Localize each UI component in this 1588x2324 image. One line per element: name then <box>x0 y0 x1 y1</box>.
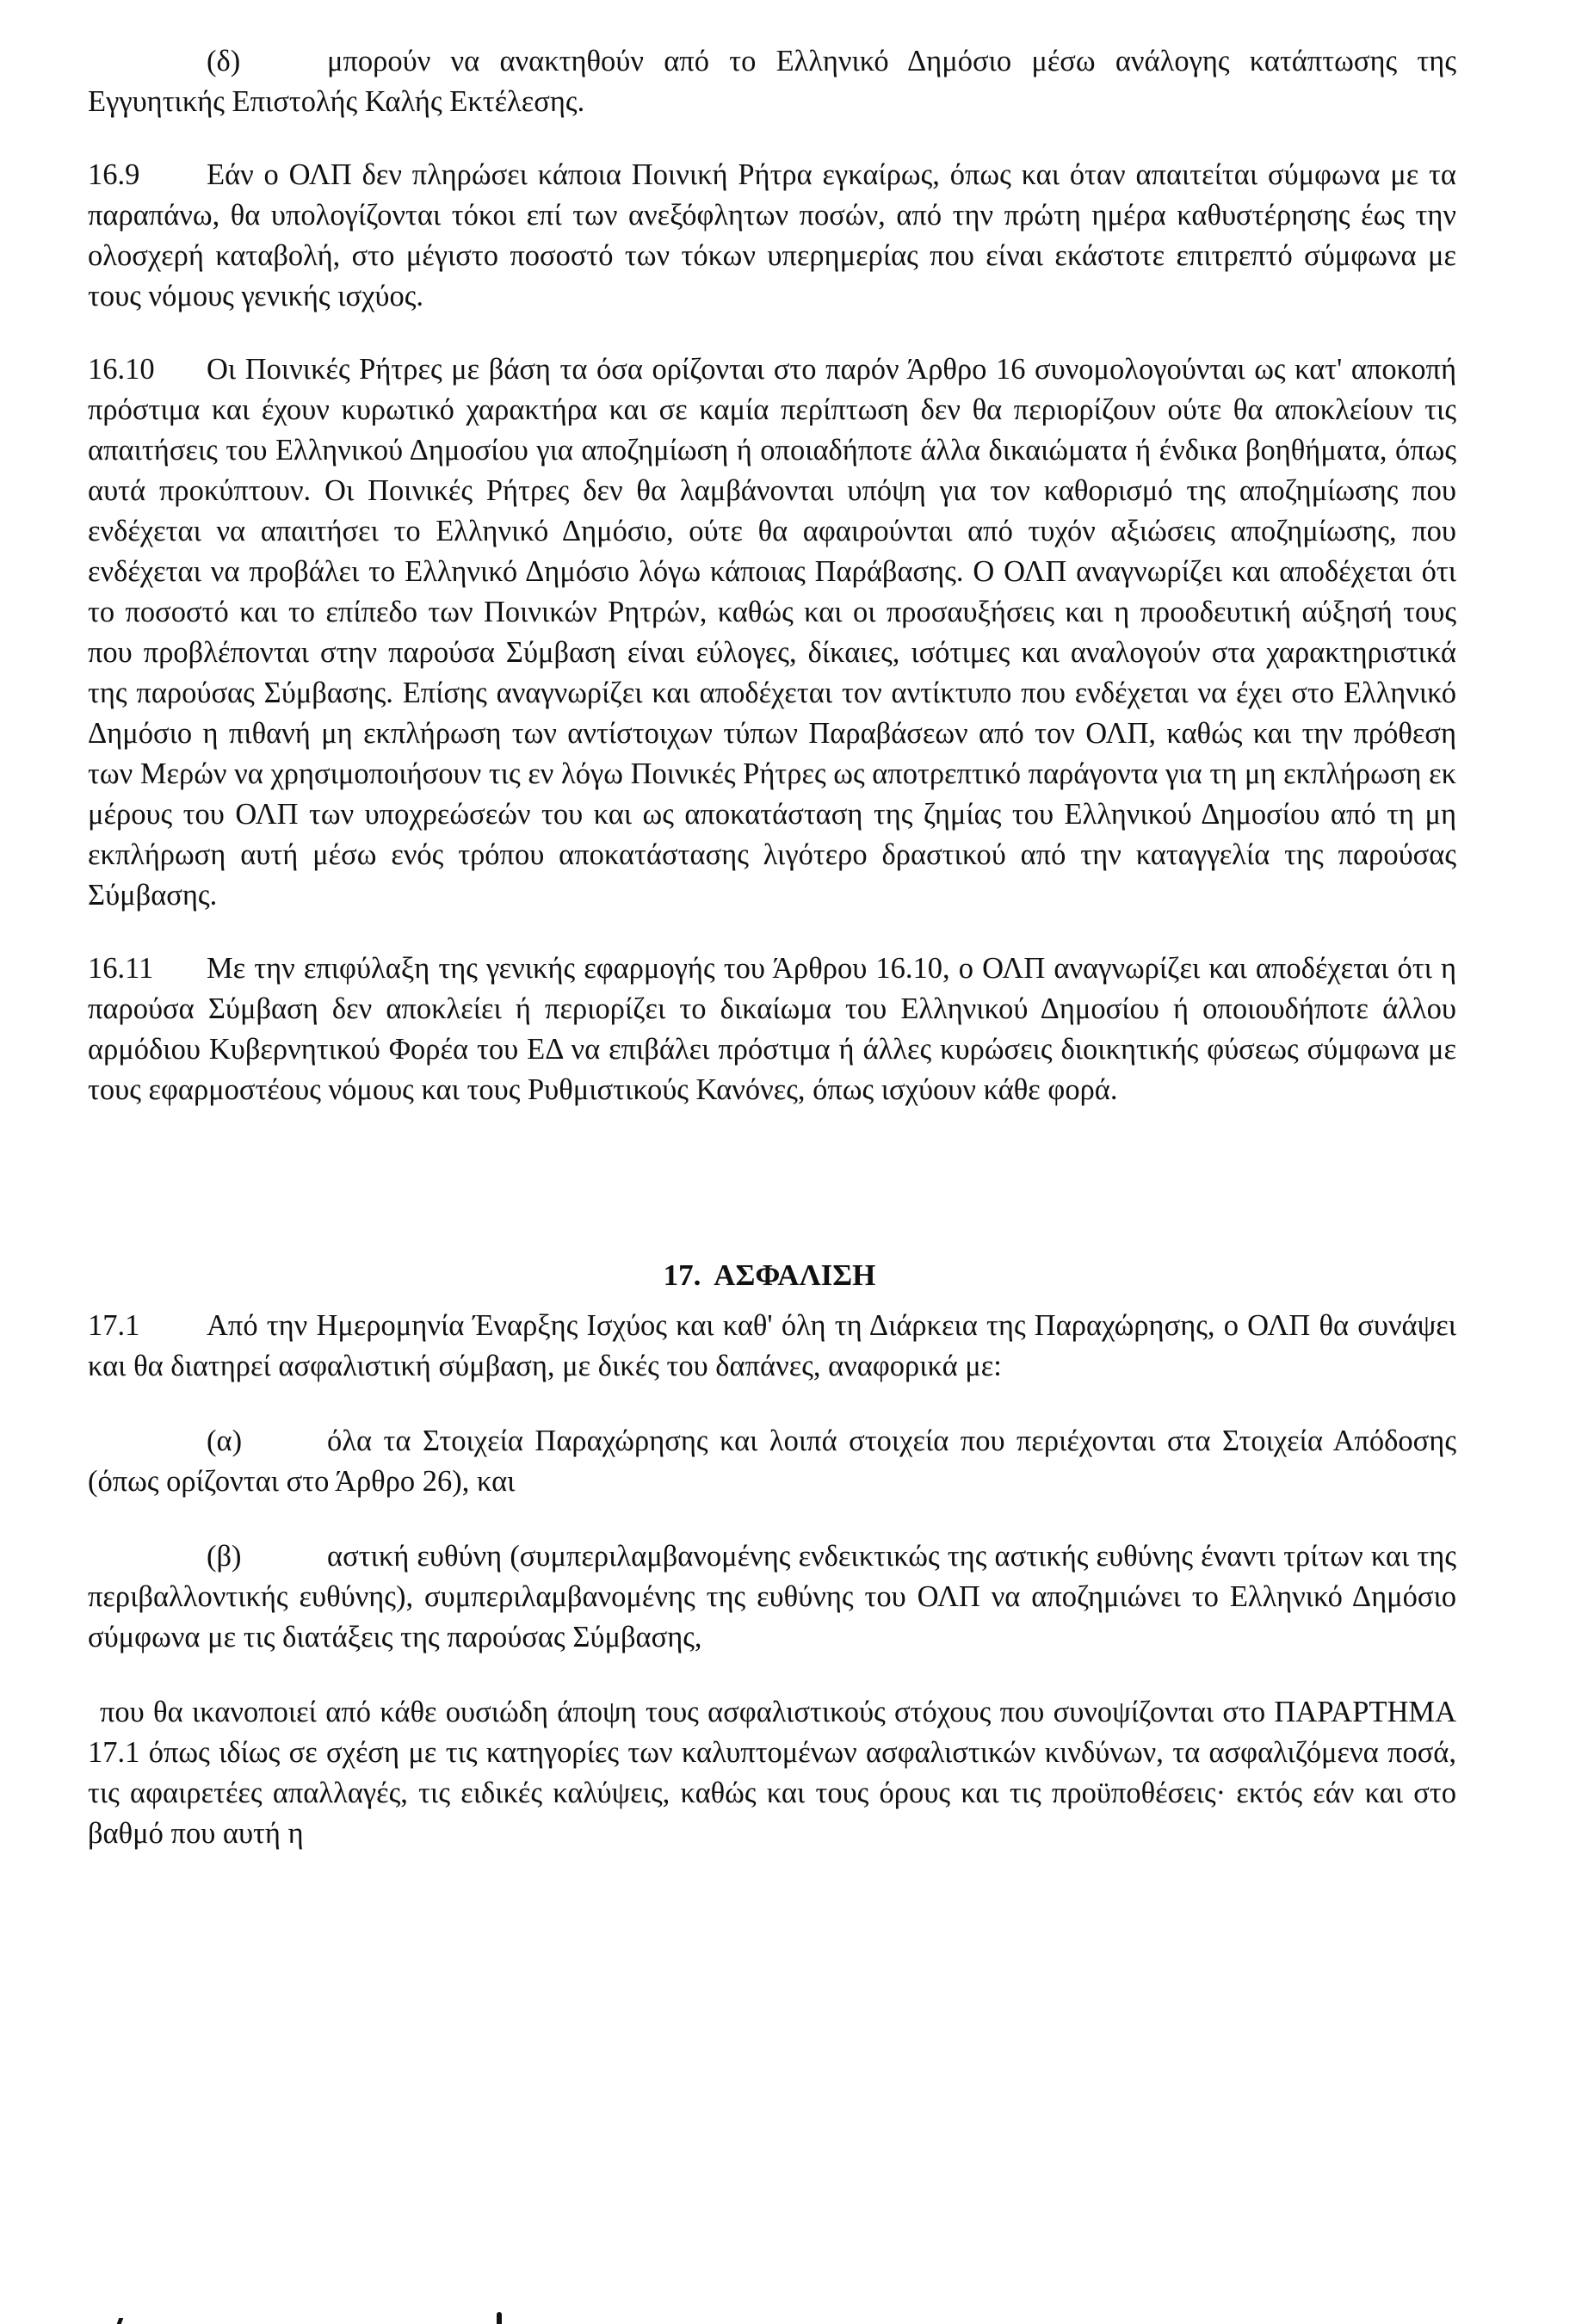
item-label: (β) <box>207 1540 242 1573</box>
section-number: 16.9 <box>88 158 140 191</box>
spacer <box>88 1110 1456 1255</box>
section-number: 16.10 <box>88 353 155 386</box>
section-text: Οι Ποινικές Ρήτρες με βάση τα όσα ορίζονται στο παρόν Άρθρο 16 συνομολογούνται ως κατ' αποκοπή πρόστιμα και έχουν κυρωτικό χαρακτήρα και σε καμία περίπτωση δεν θα περιορίζουν ούτε θα αποκλείουν τις απαιτήσεις του Ελληνικού Δημοσίου για αποζημίωση ή οποιαδήποτε άλλα δικαιώματα ή ένδικα βοηθήματα, όπως αυτά προκύπτουν. Οι Ποινικές Ρήτρες δεν θα λαμβάνονται υπόψη για τον καθορισμό της αποζημίωσης που ενδέχεται να απαιτήσει το Ελληνικό Δημόσιο, ούτε θα αφαιρούνται από τυχόν αξιώσεις αποζημίωσης, που ενδέχεται να προβάλει το Ελληνικό Δημόσιο λόγω κάποιας Παράβασης. Ο ΟΛΠ αναγνωρίζει και αποδέχεται ότι το ποσοστό και το επίπεδο των Ποινικών Ρητρών, καθώς και οι προσαυξήσεις και η προοδευτική αύξησή τους που προβλέπονται στην παρούσα Σύμβαση είναι εύλογες, δίκαιες, ισότιμες και αναλογούν στα χαρακτηριστικά της παρούσας Σύμβασης. Επίσης αναγνωρίζει και αποδέχεται τον αντίκτυπο που ενδέχεται να έχει στο Ελληνικό Δημόσιο η πιθανή μη εκπλήρωση των αντίστοιχων τύπων Παραβάσεων από τον ΟΛΠ, καθώς και την πρόθεση των Μερών να χρησιμοποιήσουν τις εν λόγω Ποινικές Ρήτρες ως αποτρεπτικό παράγοντα για τη μη εκπλήρωση εκ μέρους του ΟΛΠ των υποχρεώσεών του και ως αποκατάσταση της ζημίας του Ελληνικού Δημοσίου από τη μη εκπλήρωση αυτή μέσω ενός τρόπου αποκατάστασης λιγότερο δραστικού από την καταγγελία της παρούσας Σύμβασης. <box>88 353 1456 912</box>
section-16-10 <box>88 349 1456 916</box>
document-page <box>88 41 1456 1854</box>
spacer <box>88 317 1456 349</box>
item-label: (α) <box>207 1425 243 1457</box>
item-label: (δ) <box>207 45 241 77</box>
spacer <box>88 1387 1456 1421</box>
spacer <box>88 1658 1456 1692</box>
list-item-delta <box>88 41 1456 122</box>
section-16-9 <box>88 155 1456 317</box>
item-text: όλα τα Στοιχεία Παραχώρησης και λοιπά στοιχεία που περιέχονται στα Στοιχεία Απόδοσης (όπως ορίζονται στο Άρθρο 26), και <box>88 1425 1456 1498</box>
section-text: Από την Ημερομηνία Έναρξης Ισχύος και καθ' όλη τη Διάρκεια της Παραχώρησης, ο ΟΛΠ θα συνάψει και θα διατηρεί ασφαλιστική σύμβαση, με δικές του δαπάνες, αναφορικά με: <box>88 1309 1456 1382</box>
item-text: μπορούν να ανακτηθούν από το Ελληνικό Δημόσιο μέσω ανάλογης κατάπτωσης της Εγγυητικής Επιστολής Καλής Εκτέλεσης. <box>88 45 1456 118</box>
spacer <box>88 1502 1456 1536</box>
list-item-alpha <box>88 1421 1456 1502</box>
section-16-11 <box>88 949 1456 1110</box>
closing-paragraph: που θα ικανοποιεί από κάθε ουσιώδη άποψη τους ασφαλιστικούς στόχους που συνοψίζονται στο ΠΑΡΑΡΤΗΜΑ 17.1 όπως ιδίως σε σχέση με τις κατηγορίες των καλυπτομένων ασφαλιστικών κινδύνων, τα ασφαλιζόμενα ποσά, τις αφαιρετέες απαλλαγές, τις ειδικές καλύψεις, καθώς και τους όρους και τις προϋποθέσεις· εκτός εάν και στο βαθμό που αυτή η <box>88 1696 1456 1850</box>
section-number: 16.11 <box>88 952 154 985</box>
section-heading-17: 17. ΑΣΦΑΛΙΣΗ <box>663 1258 876 1292</box>
spacer <box>88 916 1456 949</box>
scan-mark <box>497 2312 502 2324</box>
section-17-1 <box>88 1306 1456 1387</box>
section-text: Εάν ο ΟΛΠ δεν πληρώσει κάποια Ποινική Ρήτρα εγκαίρως, όπως και όταν απαιτείται σύμφωνα με τα παραπάνω, θα υπολογίζονται τόκοι επί των ανεξόφλητων ποσών, από την πρώτη ημέρα καθυστέρησης έως την ολοσχερή καταβολή, στο μέγιστο ποσοστό των τόκων υπερημερίας που είναι εκάστοτε επιτρεπτό σύμφωνα με τους νόμους γενικής ισχύος. <box>88 158 1456 312</box>
section-text: Με την επιφύλαξη της γενικής εφαρμογής του Άρθρου 16.10, ο ΟΛΠ αναγνωρίζει και αποδέχεται ότι η παρούσα Σύμβαση δεν αποκλείει ή περιορίζει το δικαίωμα του Ελληνικού Δημοσίου ή οποιουδήποτε άλλου αρμόδιου Κυβερνητικού Φορέα του ΕΔ να επιβάλει πρόστιμα ή άλλες κυρώσεις διοικητικής φύσεως σύμφωνα με τους εφαρμοστέους νόμους και τους Ρυθμιστικούς Κανόνες, όπως ισχύουν κάθε φορά. <box>88 952 1456 1106</box>
scan-mark <box>117 2318 124 2324</box>
item-text: αστική ευθύνη (συμπεριλαμβανομένης ενδεικτικώς της αστικής ευθύνης έναντι τρίτων και της περιβαλλοντικής ευθύνης), συμπεριλαμβανομένης της ευθύνης του ΟΛΠ να αποζημιώνει το Ελληνικό Δημόσιο σύμφωνα με τις διατάξεις της παρούσας Σύμβασης, <box>88 1540 1456 1653</box>
spacer <box>88 122 1456 155</box>
section-number: 17.1 <box>88 1309 140 1342</box>
list-item-beta <box>88 1536 1456 1658</box>
spacer <box>88 1295 1456 1306</box>
